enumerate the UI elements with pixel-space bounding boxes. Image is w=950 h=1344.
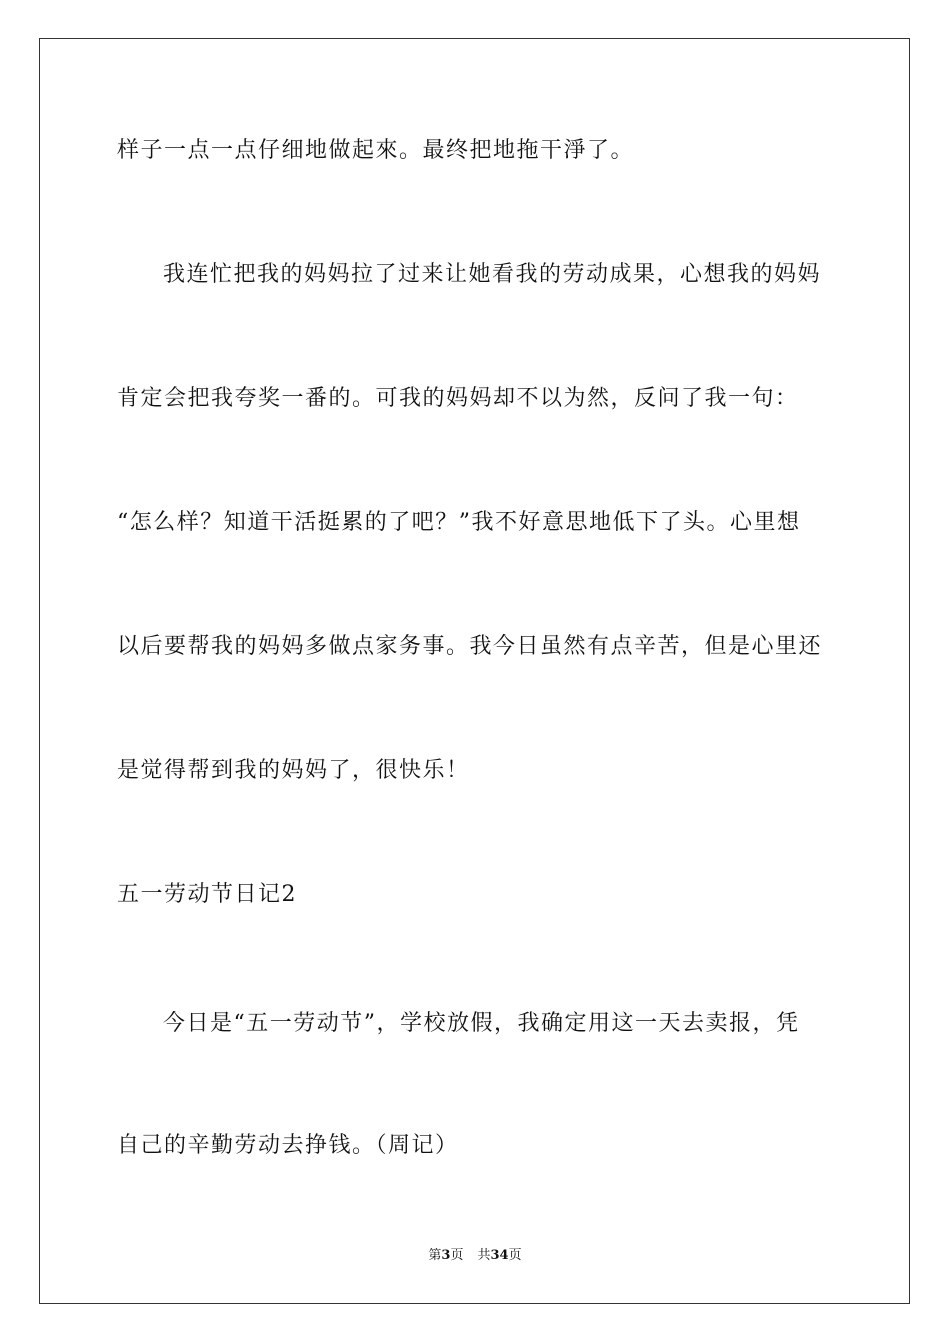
body-line-7: 今日是“五一劳动节”，学校放假，我确定用这一天去卖报，凭 (163, 1011, 800, 1036)
body-line-6: 是觉得帮到我的妈妈了，很快乐！ (117, 758, 470, 783)
page-footer (0, 1247, 950, 1265)
body-line-8: 自己的辛勤劳动去挣钱。（周记） (117, 1133, 459, 1158)
page-border (39, 38, 910, 1304)
footer-total-suffix: 页 (508, 1248, 522, 1263)
footer-page-number: 3 (441, 1248, 451, 1263)
body-line-2: 我连忙把我的妈妈拉了过来让她看我的劳动成果，心想我的妈妈 (163, 262, 822, 287)
body-line-5: 以后要帮我的妈妈多做点家务事。我今日虽然有点辛苦，但是心里还 (117, 634, 823, 659)
section-heading: 五一劳动节日记2 (117, 882, 297, 907)
footer-page-suffix: 页 (450, 1248, 464, 1263)
footer-total-prefix: 共 (477, 1248, 491, 1263)
footer-total-number: 34 (490, 1248, 509, 1263)
body-line-1: 样子一点一点仔细地做起來。最终把地拖干淨了。 (117, 138, 635, 163)
body-line-3: 肯定会把我夸奖一番的。可我的妈妈却不以为然，反问了我一句： (117, 386, 799, 411)
footer-page-prefix: 第 (428, 1248, 442, 1263)
body-line-4: “怎么样？知道干活挺累的了吧？”我不好意思地低下了头。心里想 (117, 510, 801, 535)
